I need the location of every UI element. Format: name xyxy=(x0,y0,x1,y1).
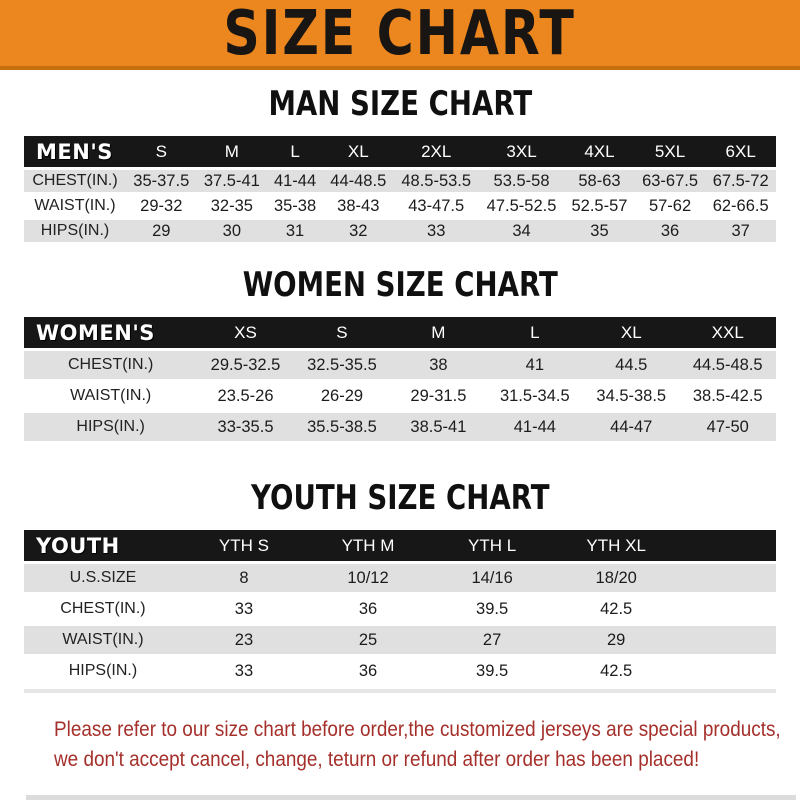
table-cell: 47.5-52.5 xyxy=(479,195,564,217)
table-cell: 41-44 xyxy=(487,413,583,441)
table-cell: 29-32 xyxy=(126,195,197,217)
content-area xyxy=(0,84,800,774)
blank-cell xyxy=(678,564,776,592)
table-title-cell: MEN'S xyxy=(24,136,126,167)
table-cell: 23 xyxy=(182,626,306,654)
column-header: XL xyxy=(323,136,394,167)
column-header: XS xyxy=(197,317,293,348)
table-cell: 34 xyxy=(479,220,564,242)
table-cell: 32 xyxy=(323,220,394,242)
table-cell: 42.5 xyxy=(554,657,678,685)
table-cell: 32-35 xyxy=(197,195,268,217)
column-header: YTH L xyxy=(430,530,554,561)
blank-cell xyxy=(678,626,776,654)
table-row xyxy=(24,657,776,685)
man-section-heading: MAN SIZE CHART xyxy=(268,84,532,125)
size-table xyxy=(24,133,776,245)
table-row xyxy=(24,195,776,217)
table-cell: 44-47 xyxy=(583,413,679,441)
table-cell: 29 xyxy=(554,626,678,654)
table-cell: 32.5-35.5 xyxy=(294,351,390,379)
table-cell: 38-43 xyxy=(323,195,394,217)
table-cell: 47-50 xyxy=(679,413,776,441)
table-cell: 36 xyxy=(635,220,706,242)
table-cell: 35 xyxy=(564,220,635,242)
youth-size-table xyxy=(24,527,776,688)
table-cell: 42.5 xyxy=(554,595,678,623)
row-label: HIPS(IN.) xyxy=(24,657,182,685)
column-header: 4XL xyxy=(564,136,635,167)
table-cell: 36 xyxy=(306,657,430,685)
bottom-divider xyxy=(26,795,796,800)
table-cell: 39.5 xyxy=(430,595,554,623)
row-label: HIPS(IN.) xyxy=(24,413,197,441)
table-title-cell: YOUTH xyxy=(24,530,182,561)
header-row xyxy=(24,136,776,167)
row-label: WAIST(IN.) xyxy=(24,195,126,217)
disclaimer-line-1: Please refer to our size chart before order,the customized jerseys are special products, xyxy=(54,717,781,741)
column-header: M xyxy=(197,136,268,167)
table-row xyxy=(24,220,776,242)
row-label: HIPS(IN.) xyxy=(24,220,126,242)
men-size-table xyxy=(24,133,776,245)
table-cell: 35-37.5 xyxy=(126,170,197,192)
column-header: YTH S xyxy=(182,530,306,561)
table-cell: 18/20 xyxy=(554,564,678,592)
header-row xyxy=(24,530,776,561)
column-header: 6XL xyxy=(705,136,776,167)
title-banner xyxy=(0,0,800,70)
column-header: XXL xyxy=(679,317,776,348)
row-label: CHEST(IN.) xyxy=(24,170,126,192)
table-cell: 25 xyxy=(306,626,430,654)
table-cell: 57-62 xyxy=(635,195,706,217)
column-header: S xyxy=(294,317,390,348)
table-title-cell: WOMEN'S xyxy=(24,317,197,348)
table-cell: 30 xyxy=(197,220,268,242)
table-cell: 38 xyxy=(390,351,486,379)
table-cell: 8 xyxy=(182,564,306,592)
row-label: WAIST(IN.) xyxy=(24,382,197,410)
table-cell: 63-67.5 xyxy=(635,170,706,192)
table-cell: 52.5-57 xyxy=(564,195,635,217)
table-row xyxy=(24,413,776,441)
table-cell: 37 xyxy=(705,220,776,242)
column-header: XL xyxy=(583,317,679,348)
table-cell: 33 xyxy=(182,595,306,623)
table-cell: 33-35.5 xyxy=(197,413,293,441)
table-cell: 31.5-34.5 xyxy=(487,382,583,410)
table-cell: 44.5-48.5 xyxy=(679,351,776,379)
table-cell: 36 xyxy=(306,595,430,623)
blank-cell xyxy=(678,595,776,623)
table-cell: 38.5-42.5 xyxy=(679,382,776,410)
table-cell: 41-44 xyxy=(267,170,323,192)
column-header: S xyxy=(126,136,197,167)
table-cell: 58-63 xyxy=(564,170,635,192)
table-cell: 33 xyxy=(394,220,479,242)
table-cell: 43-47.5 xyxy=(394,195,479,217)
table-cell: 67.5-72 xyxy=(705,170,776,192)
table-cell: 44.5 xyxy=(583,351,679,379)
table-cell: 35-38 xyxy=(267,195,323,217)
youth-section-heading: YOUTH SIZE CHART xyxy=(250,478,550,519)
table-row xyxy=(24,351,776,379)
blank-cell xyxy=(678,657,776,685)
table-cell: 62-66.5 xyxy=(705,195,776,217)
table-row xyxy=(24,626,776,654)
column-header: 5XL xyxy=(635,136,706,167)
table-cell: 23.5-26 xyxy=(197,382,293,410)
header-row xyxy=(24,317,776,348)
table-row xyxy=(24,595,776,623)
disclaimer-line-2: we don't accept cancel, change, teturn or refund after order has been placed! xyxy=(54,747,700,771)
table-row xyxy=(24,382,776,410)
table-cell: 53.5-58 xyxy=(479,170,564,192)
column-header: L xyxy=(487,317,583,348)
column-header: YTH M xyxy=(306,530,430,561)
row-label: CHEST(IN.) xyxy=(24,595,182,623)
table-cell: 29 xyxy=(126,220,197,242)
page-title: SIZE CHART xyxy=(223,0,577,69)
table-cell: 44-48.5 xyxy=(323,170,394,192)
table-cell: 29.5-32.5 xyxy=(197,351,293,379)
divider xyxy=(24,689,776,693)
size-table xyxy=(24,527,776,688)
disclaimer-text xyxy=(54,714,781,774)
table-cell: 41 xyxy=(487,351,583,379)
column-header: M xyxy=(390,317,486,348)
column-header: YTH XL xyxy=(554,530,678,561)
table-row xyxy=(24,170,776,192)
table-cell: 48.5-53.5 xyxy=(394,170,479,192)
table-cell: 38.5-41 xyxy=(390,413,486,441)
blank-header-cell xyxy=(678,530,776,561)
size-table xyxy=(24,314,776,444)
table-cell: 31 xyxy=(267,220,323,242)
table-row xyxy=(24,564,776,592)
column-header: L xyxy=(267,136,323,167)
table-cell: 34.5-38.5 xyxy=(583,382,679,410)
table-cell: 14/16 xyxy=(430,564,554,592)
women-section-heading: WOMEN SIZE CHART xyxy=(242,265,558,306)
table-cell: 39.5 xyxy=(430,657,554,685)
table-cell: 27 xyxy=(430,626,554,654)
women-size-table xyxy=(24,314,776,444)
row-label: WAIST(IN.) xyxy=(24,626,182,654)
column-header: 2XL xyxy=(394,136,479,167)
table-cell: 33 xyxy=(182,657,306,685)
table-cell: 35.5-38.5 xyxy=(294,413,390,441)
column-header: 3XL xyxy=(479,136,564,167)
table-cell: 29-31.5 xyxy=(390,382,486,410)
table-cell: 10/12 xyxy=(306,564,430,592)
row-label: U.S.SIZE xyxy=(24,564,182,592)
table-cell: 37.5-41 xyxy=(197,170,268,192)
table-cell: 26-29 xyxy=(294,382,390,410)
row-label: CHEST(IN.) xyxy=(24,351,197,379)
